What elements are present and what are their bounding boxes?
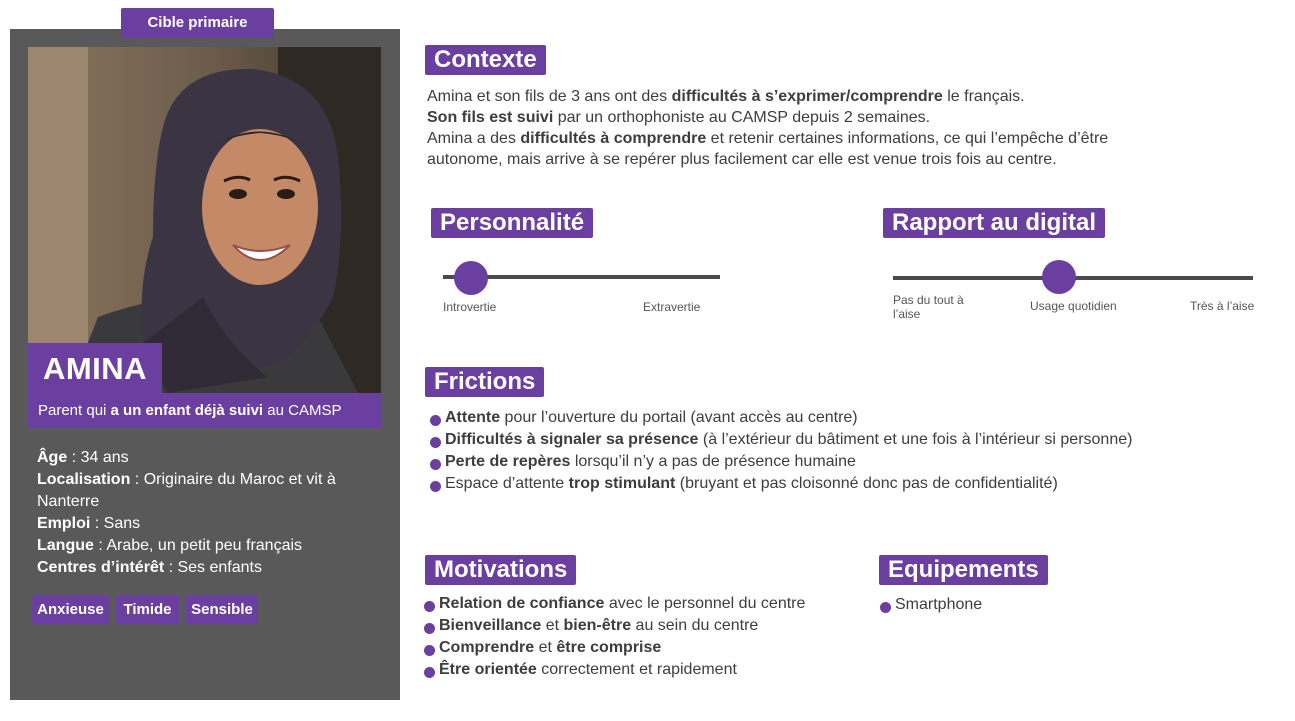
trait-chip: Anxieuse bbox=[32, 595, 109, 624]
list-item bbox=[421, 659, 805, 681]
list-item bbox=[427, 407, 1132, 429]
text-span: par un orthophoniste au CAMSP depuis 2 semaines. bbox=[553, 109, 931, 126]
job-value: : Sans bbox=[90, 515, 141, 532]
text-bold: difficultés à comprendre bbox=[520, 130, 707, 147]
text-bold: Comprendre bbox=[439, 639, 535, 656]
section-title-equipements: Equipements bbox=[879, 555, 1048, 585]
section-title-digital: Rapport au digital bbox=[883, 208, 1105, 238]
language-value: : Arabe, un petit peu français bbox=[93, 537, 303, 554]
list-item bbox=[427, 429, 1132, 451]
text-bold: Difficultés à signaler sa présence bbox=[445, 431, 699, 448]
text-span: Amina a des bbox=[427, 130, 521, 147]
age-label: Âge bbox=[37, 449, 68, 466]
list-item bbox=[421, 615, 805, 637]
portrait-image bbox=[28, 47, 381, 393]
digital-label-mid: Usage quotidien bbox=[1030, 299, 1117, 313]
trait-chip: Timide bbox=[116, 595, 179, 624]
job-label: Emploi bbox=[37, 515, 91, 532]
persona-role bbox=[28, 393, 381, 428]
text-span: (à l’extérieur du bâtiment et une fois à l’intérieur si personne) bbox=[698, 431, 1133, 448]
contexte-line bbox=[427, 86, 1108, 107]
equipements-list bbox=[877, 594, 982, 616]
persona-details bbox=[37, 447, 382, 579]
contexte-line bbox=[427, 107, 1108, 128]
location-value: : Originaire du Maroc et vit à Nanterre bbox=[37, 471, 336, 510]
text-span: et bbox=[541, 617, 564, 634]
text-span: correctement et rapidement bbox=[536, 661, 737, 678]
age-value: : 34 ans bbox=[67, 449, 129, 466]
text-bold: Relation de confiance bbox=[439, 595, 605, 612]
list-item bbox=[427, 473, 1132, 495]
section-title-contexte: Contexte bbox=[425, 45, 546, 75]
role-prefix: Parent qui bbox=[38, 402, 111, 419]
contexte-text bbox=[427, 86, 1108, 170]
language-line bbox=[37, 535, 382, 557]
text-bold: Attente bbox=[445, 409, 501, 426]
personality-label-left: Introvertie bbox=[443, 300, 497, 314]
interests-line bbox=[37, 557, 382, 579]
text-span: le français. bbox=[942, 88, 1025, 105]
list-item bbox=[421, 593, 805, 615]
text-span: et retenir certaines informations, ce qui l’empêche d’être bbox=[706, 130, 1109, 147]
personality-label-right: Extravertie bbox=[643, 300, 701, 314]
section-title-frictions: Frictions bbox=[425, 367, 544, 397]
trait-chip: Sensible bbox=[186, 595, 258, 624]
role-highlight: a un enfant déjà suivi bbox=[110, 402, 264, 419]
digital-slider-knob bbox=[1042, 260, 1076, 294]
role-suffix: au CAMSP bbox=[263, 402, 342, 419]
digital-label-right: Très à l’aise bbox=[1190, 299, 1255, 313]
interests-label: Centres d’intérêt bbox=[37, 559, 165, 576]
text-span: lorsqu’il n’y a pas de présence humaine bbox=[570, 453, 856, 470]
text-bold: Bienveillance bbox=[439, 617, 542, 634]
digital-label-left: Pas du tout à l’aise bbox=[893, 293, 964, 321]
text-bold: trop stimulant bbox=[568, 475, 676, 492]
text-bold: Perte de repères bbox=[445, 453, 571, 470]
list-item bbox=[421, 637, 805, 659]
section-title-personnalite: Personnalité bbox=[431, 208, 593, 238]
motivations-list bbox=[421, 593, 805, 681]
text-span: et bbox=[534, 639, 557, 656]
text-span: (bruyant et pas cloisonné donc pas de confidentialité) bbox=[675, 475, 1058, 492]
text-span: au sein du centre bbox=[631, 617, 759, 634]
persona-badge: Cible primaire bbox=[121, 8, 274, 38]
interests-value: : Ses enfants bbox=[164, 559, 262, 576]
text-span: Espace d’attente bbox=[445, 475, 569, 492]
text-bold: Être orientée bbox=[439, 661, 537, 678]
text-span: avec le personnel du centre bbox=[604, 595, 806, 612]
job-line bbox=[37, 513, 382, 535]
persona-photo bbox=[28, 47, 381, 393]
age-line bbox=[37, 447, 382, 469]
contexte-line: autonome, mais arrive à se repérer plus facilement car elle est venue trois fois au centre. bbox=[427, 151, 1057, 168]
text-bold: Son fils est suivi bbox=[427, 109, 554, 126]
text-span: pour l’ouverture du portail (avant accès au centre) bbox=[500, 409, 858, 426]
location-label: Localisation bbox=[37, 471, 131, 488]
language-label: Langue bbox=[37, 537, 94, 554]
text-bold: être comprise bbox=[556, 639, 662, 656]
contexte-line bbox=[427, 128, 1108, 149]
personality-slider-knob bbox=[454, 261, 488, 295]
list-item: Smartphone bbox=[877, 594, 982, 616]
frictions-list bbox=[427, 407, 1132, 495]
text-bold: difficultés à s’exprimer/comprendre bbox=[671, 88, 943, 105]
list-item bbox=[427, 451, 1132, 473]
section-title-motivations: Motivations bbox=[425, 555, 576, 585]
location-line bbox=[37, 469, 382, 513]
persona-name: AMINA bbox=[28, 343, 162, 395]
text-span: Amina et son fils de 3 ans ont des bbox=[427, 88, 672, 105]
text-bold: bien-être bbox=[563, 617, 632, 634]
